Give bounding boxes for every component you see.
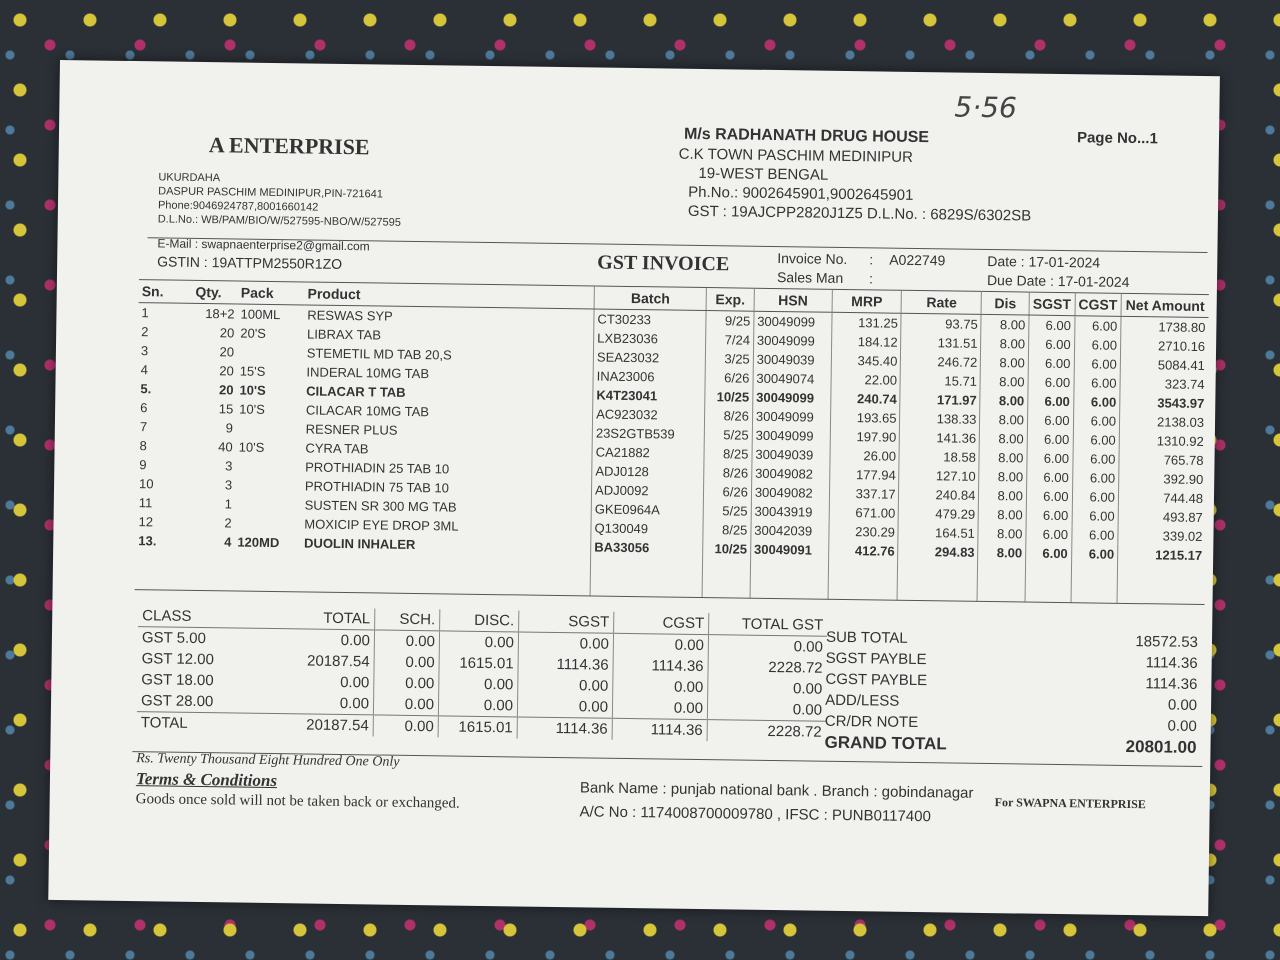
total-row: ADD/LESS 0.00 (825, 691, 1198, 714)
terms-heading: Terms & Conditions (135, 769, 278, 791)
col-dis: Dis (981, 291, 1029, 315)
items-table (135, 279, 1209, 605)
gst-summary-row: GST 28.00 0.00 0.00 0.00 0.00 0.00 0.00 (137, 690, 826, 721)
item-row: 7 9 RESNER PLUS 23S2GTB539 5/25 30049099 197.90 141.36 8.00 6.00 6.00 1310.92 (137, 417, 1207, 451)
seller-address-2: DASPUR PASCHIM MEDINIPUR,PIN-721641 (158, 185, 383, 201)
total-row: SUB TOTAL 18572.53 (825, 628, 1199, 651)
gst-summary-row: GST 18.00 0.00 0.00 0.00 0.00 0.00 0.00 (137, 669, 826, 700)
seller-dl: D.L.No.: WB/PAM/BIO/W/527595-NBO/W/527595 (157, 213, 401, 229)
seller-address-1: UKURDAHA (158, 171, 221, 185)
totals-table (820, 627, 1202, 758)
col-cgst: CGST (1075, 293, 1122, 317)
col-exp: Exp. (706, 288, 754, 312)
gst-summary-header: CLASS TOTAL SCH. DISC. SGST CGST TOTAL GST (138, 605, 827, 636)
col-product: Product (304, 282, 594, 309)
buyer-name: M/s RADHANATH DRUG HOUSE (683, 125, 930, 147)
item-row: 10 3 PROTHIADIN 75 TAB 10 ADJ0092 6/26 30049082 337.17 240.84 8.00 6.00 6.00 744.48 (136, 474, 1206, 508)
col-net-amount: Net Amount (1121, 293, 1209, 317)
buyer-phone: Ph.No.: 9002645901,9002645901 (688, 183, 914, 204)
signatory: For SWAPNA ENTERPRISE (994, 795, 1146, 812)
col-batch: Batch (594, 286, 707, 311)
buyer-address-1: C.K TOWN PASCHIM MEDINIPUR (678, 145, 914, 166)
invoice-due-date: Due Date : 17-01-2024 (986, 271, 1130, 290)
handwritten-note: 5·56 (954, 90, 1017, 125)
col-rate: Rate (902, 290, 982, 314)
account-line: A/C No : 1174008700009780 , IFSC : PUNB0117400 (579, 803, 931, 826)
invoice-no-label: Invoice No. (777, 250, 848, 268)
item-row: 4 20 15'S INDERAL 10MG TAB INA23006 6/26 30049074 22.00 15.71 8.00 6.00 6.00 323.74 (138, 360, 1208, 394)
item-row: 12 2 MOXICIP EYE DROP 3ML Q130049 8/25 30042039 230.29 164.51 8.00 6.00 6.00 339.02 (135, 512, 1205, 546)
item-row: 5. 20 10'S CILACAR T TAB K4T23041 10/25 30049099 240.74 171.97 8.00 6.00 6.00 3543.97 (137, 379, 1207, 413)
invoice-date: Date : 17-01-2024 (987, 252, 1101, 271)
seller-gstin: GSTIN : 19ATTPM2550R1ZO (157, 253, 343, 272)
item-row: 9 3 PROTHIADIN 25 TAB 10 ADJ0128 8/26 30049082 177.94 127.10 8.00 6.00 6.00 392.90 (136, 455, 1206, 489)
seller-name: A ENTERPRISE (208, 132, 370, 160)
col-qty: Qty. (179, 280, 238, 304)
item-row: 6 15 10'S CILACAR 10MG TAB AC923032 8/26 30049099 193.65 138.33 8.00 6.00 6.00 2138.03 (137, 398, 1207, 432)
col-sn: Sn. (139, 280, 180, 304)
invoice-no: A022749 (889, 251, 946, 269)
gst-summary-row: GST 12.00 20187.54 0.00 1615.01 1114.36 1114.36 2228.72 (138, 648, 827, 679)
grand-total-row: GRAND TOTAL 20801.00 (824, 732, 1197, 757)
item-row: 3 20 STEMETIL MD TAB 20,S SEA23032 3/25 30049039 345.40 246.72 8.00 6.00 6.00 5084.41 (138, 341, 1208, 375)
seller-email: E-Mail : swapnaenterprise2@gmail.com (157, 236, 370, 254)
sales-man-label: Sales Man (776, 269, 844, 286)
terms-text: Goods once sold will not be taken back or exchanged. (135, 791, 460, 812)
item-row: 13. 4 120MD DUOLIN INHALER BA33056 10/25 30049091 412.76 294.83 8.00 6.00 6.00 1215.17 (135, 531, 1205, 565)
gst-summary-row: GST 5.00 0.00 0.00 0.00 0.00 0.00 0.00 (138, 627, 827, 658)
total-row: CGST PAYBLE 1114.36 (825, 670, 1198, 693)
buyer-address-2: 19-WEST BENGAL (698, 164, 829, 184)
invoice-no-colon: : (869, 251, 874, 268)
gst-summary-table (137, 605, 828, 743)
document-title: GST INVOICE (597, 251, 730, 276)
sales-man-colon: : (868, 270, 874, 287)
col-mrp: MRP (832, 289, 902, 313)
seller-phone: Phone:9046924787,8001660142 (157, 199, 319, 214)
item-row: 2 20 20'S LIBRAX TAB LXB23036 7/24 30049099 184.12 131.51 8.00 6.00 6.00 2710.16 (138, 322, 1208, 356)
col-hsn: HSN (754, 288, 832, 312)
bank-line: Bank Name : punjab national bank . Branch : gobindanagar (579, 779, 974, 802)
item-row: 11 1 SUSTEN SR 300 MG TAB GKE0964A 5/25 30043919 671.00 479.29 8.00 6.00 6.00 493.87 (136, 493, 1206, 527)
total-row: SGST PAYBLE 1114.36 (825, 649, 1198, 672)
page-number: Page No...1 (1076, 129, 1158, 148)
col-sgst: SGST (1029, 292, 1075, 316)
col-pack: Pack (238, 281, 305, 305)
gst-summary-total-row: TOTAL 20187.54 0.00 1615.01 1114.36 1114.36 2228.72 (137, 712, 826, 743)
item-row: 1 18+2 100ML RESWAS SYP CT30233 9/25 30049099 131.25 93.75 8.00 6.00 6.00 1738.80 (138, 303, 1208, 337)
amount-in-words: Rs. Twenty Thousand Eight Hundred One Only (136, 751, 400, 770)
buyer-gst: GST : 19AJCPP2820J1Z5 D.L.No. : 6829S/6302SB (687, 202, 1032, 225)
item-row: 8 40 10'S CYRA TAB CA21882 8/25 30049039 26.00 18.58 8.00 6.00 6.00 765.78 (136, 436, 1206, 470)
invoice-paper (48, 60, 1220, 916)
total-row: CR/DR NOTE 0.00 (824, 712, 1197, 735)
